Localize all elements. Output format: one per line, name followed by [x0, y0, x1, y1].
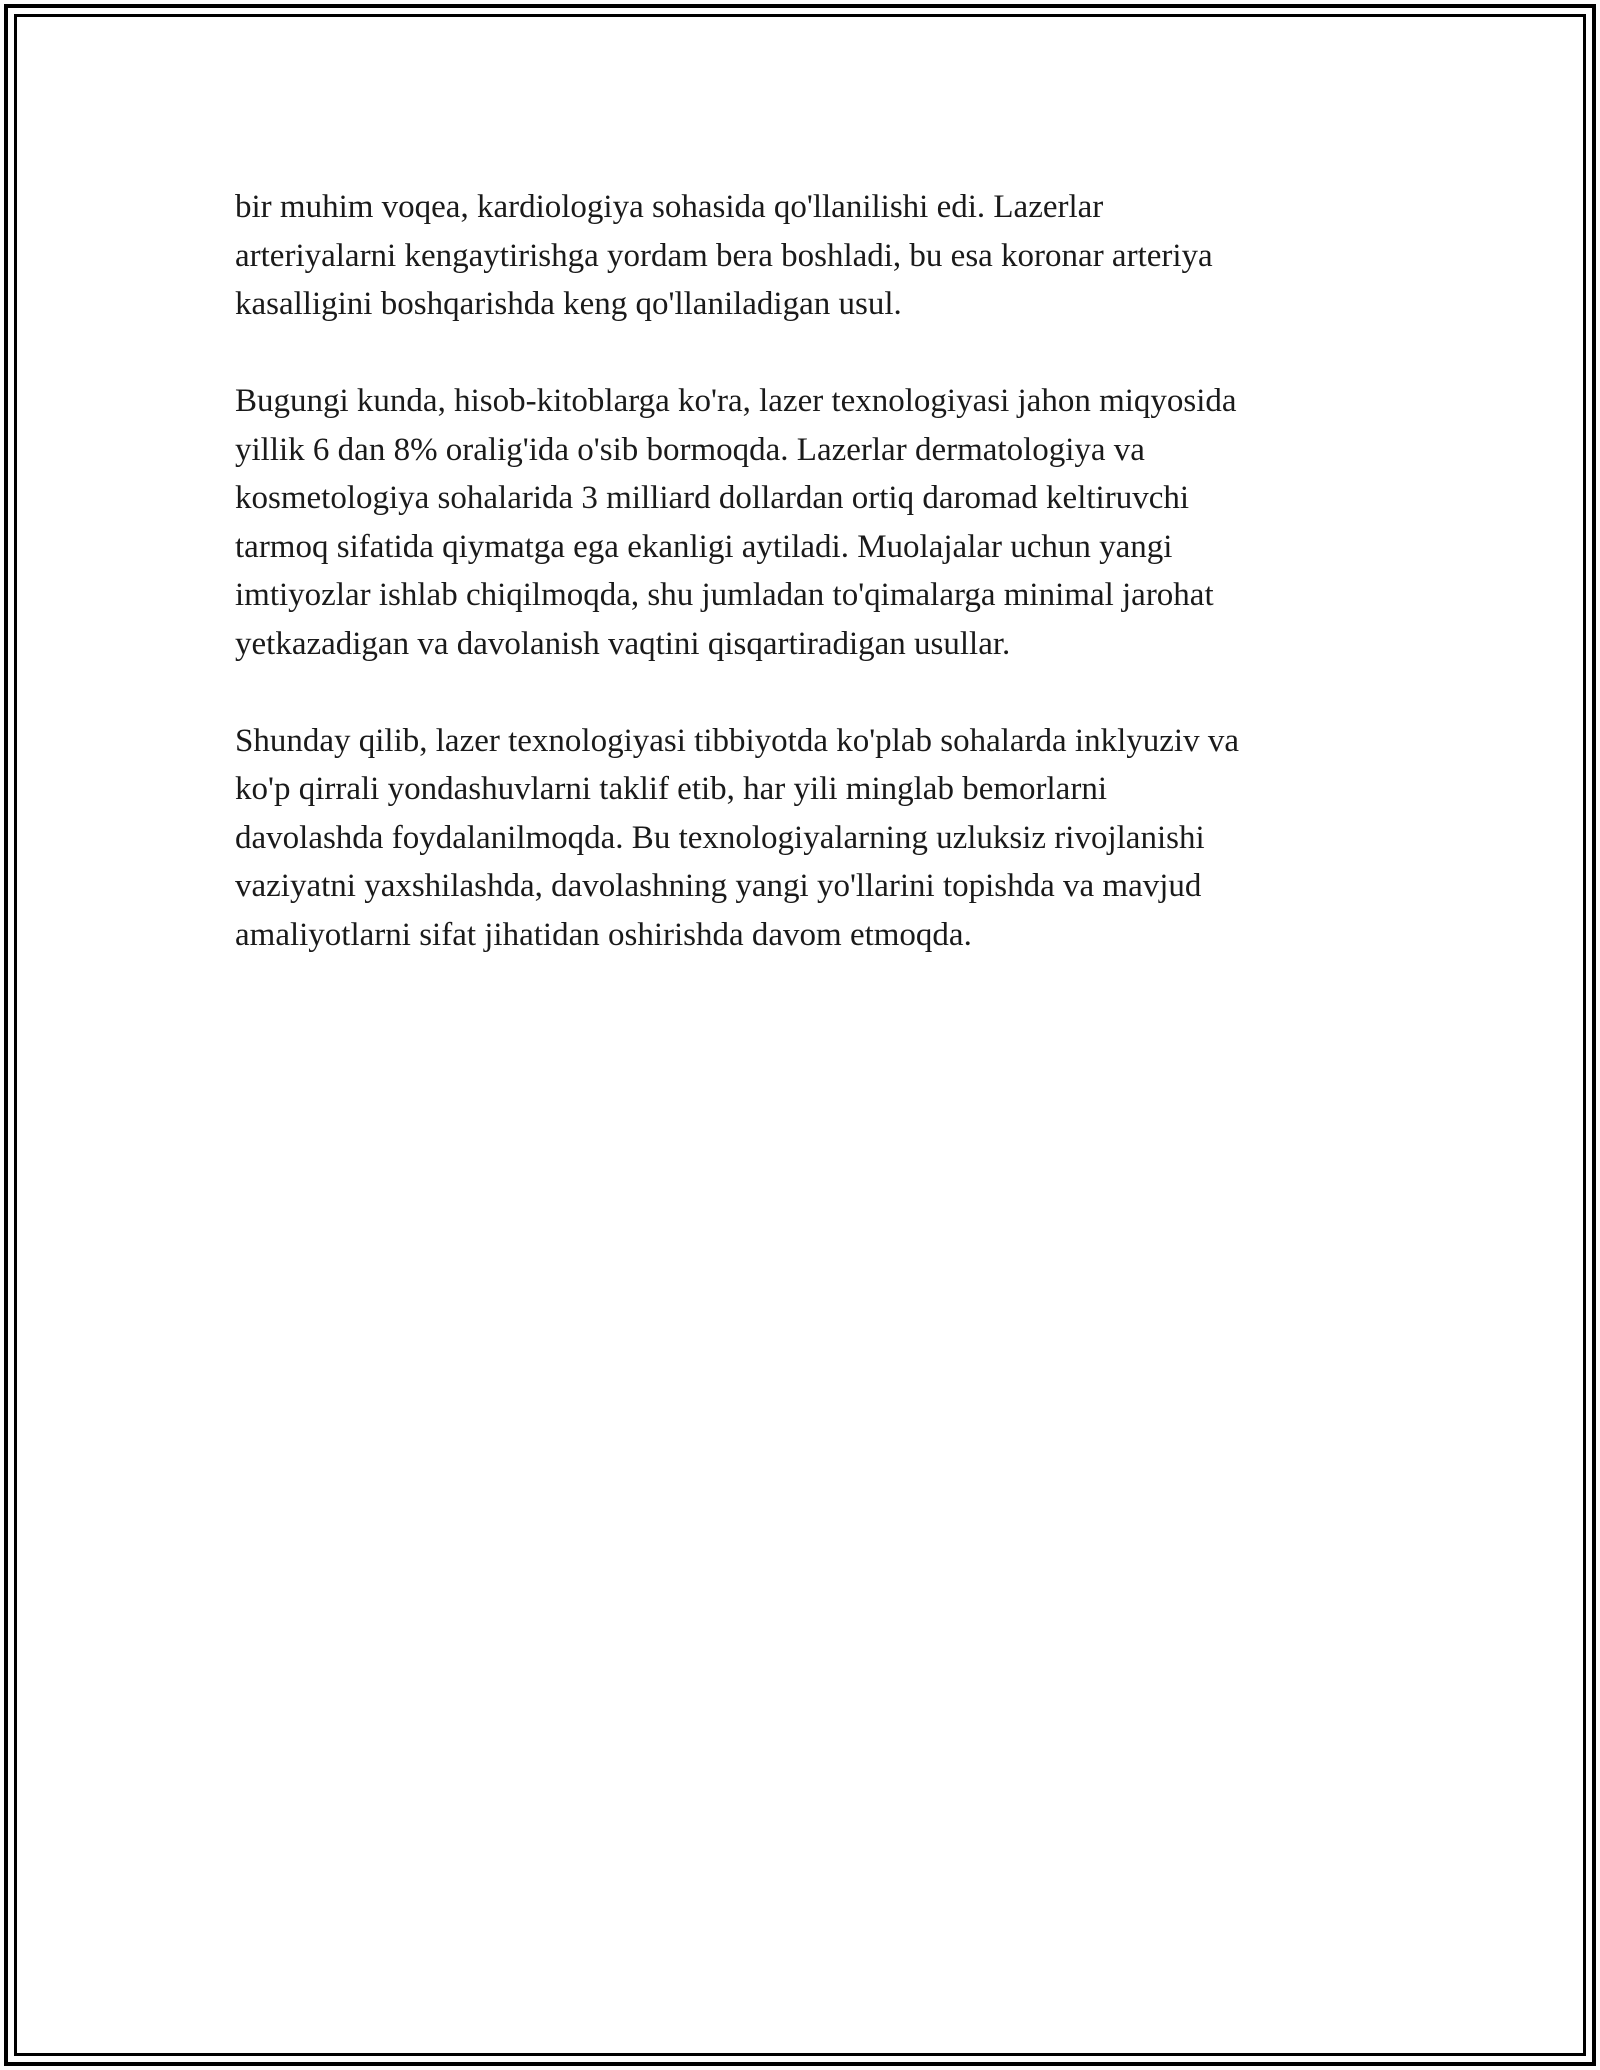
document-body [235, 183, 1375, 959]
paragraph-conclusion: Shunday qilib, lazer texnologiyasi tibbiyotda ko'plab sohalarda inklyuziv va ko'p qirrali yondashuvlarni taklif etib, har yili minglab bemorlarni davolashda foydalanilmoqda. Bu texnologiyalarning uzluksiz rivojlanishi vaziyatni yaxshilashda, davolashning yangi yo'llarini topishda va mavjud amaliyotlarni sifat jihatidan oshirishda davom etmoqda. [235, 722, 1239, 953]
paragraph-market-growth: Bugungi kunda, hisob-kitoblarga ko'ra, lazer texnologiyasi jahon miqyosida yillik 6 dan 8% oralig'ida o'sib bormoqda. Lazerlar dermatologiya va kosmetologiya sohalarida 3 milliard dollardan ortiq daromad keltiruvchi tarmoq sifatida qiymatga ega ekanligi aytiladi. Muolajalar uchun yangi imtiyozlar ishlab chiqilmoqda, shu jumladan to'qimalarga minimal jarohat yetkazadigan va davolanish vaqtini qisqartiradigan usullar. [235, 383, 1237, 662]
paragraph-cardiology: bir muhim voqea, kardiologiya sohasida qo'llanilishi edi. Lazerlar arteriyalarni kengaytirishga yordam bera boshladi, bu esa koronar arteriya kasalligini boshqarishda keng qo'llaniladigan usul. [235, 189, 1213, 322]
